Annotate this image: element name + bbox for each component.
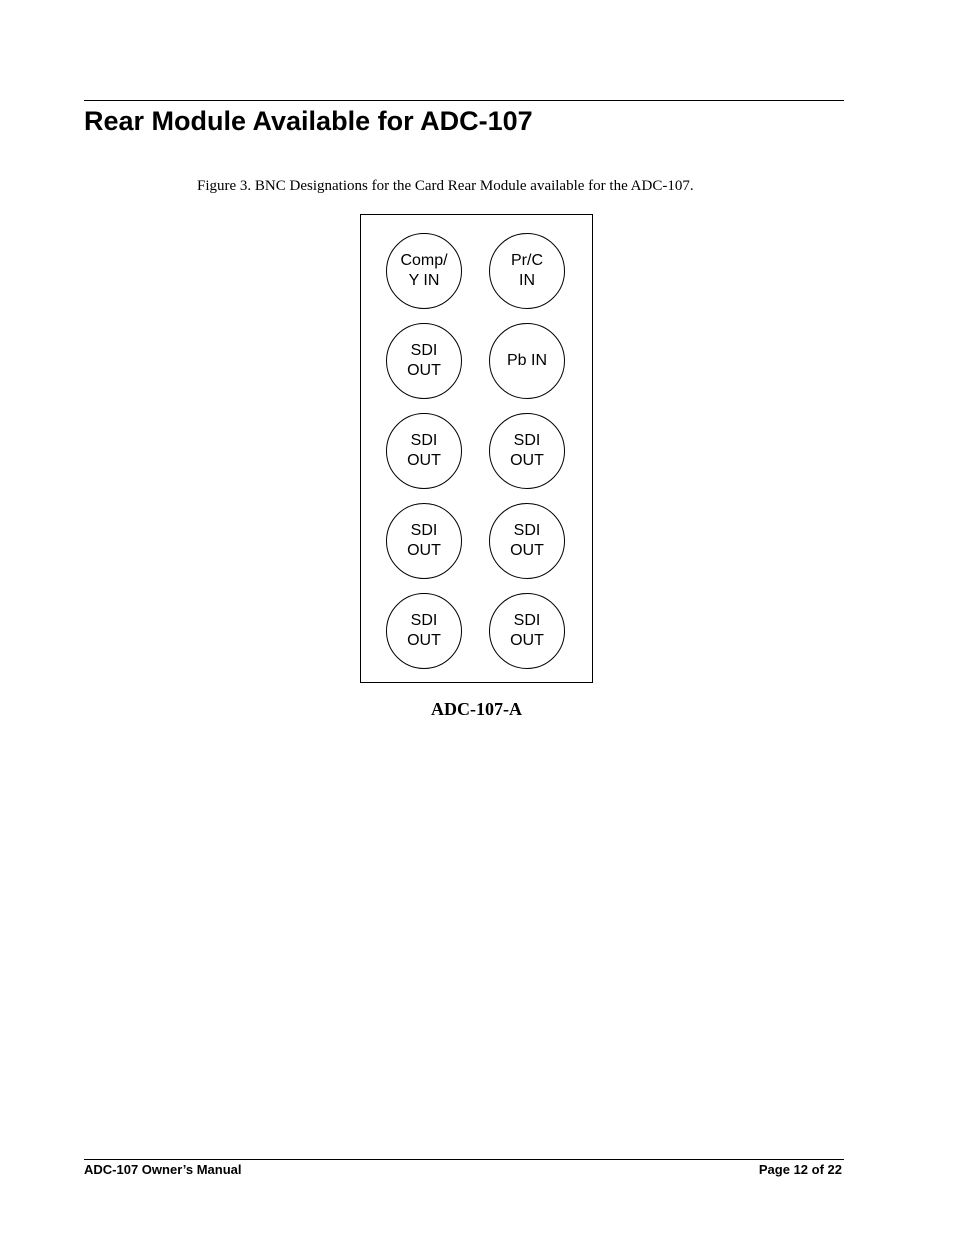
bnc-connector-sdi-out: [386, 323, 462, 399]
bnc-label: SDI OUT: [510, 522, 544, 559]
bnc-connector-comp-y-in: [386, 233, 462, 309]
footer-manual-title: ADC-107 Owner’s Manual: [84, 1162, 242, 1177]
header-rule: [84, 100, 844, 101]
bnc-label: Pr/C IN: [511, 252, 543, 289]
footer-page-number: Page 12 of 22: [758, 1162, 842, 1177]
bnc-connector-sdi-out: [386, 503, 462, 579]
bnc-label: SDI OUT: [510, 432, 544, 469]
bnc-label: SDI OUT: [407, 612, 441, 649]
rear-module-panel: [360, 214, 593, 683]
page-title: Rear Module Available for ADC-107: [84, 106, 533, 136]
bnc-connector-pb-in: [489, 323, 565, 399]
bnc-label: Comp/ Y IN: [400, 252, 448, 289]
bnc-connector-pr-c-in: [489, 233, 565, 309]
bnc-connector-sdi-out: [386, 413, 462, 489]
bnc-connector-sdi-out: [489, 593, 565, 669]
footer-rule: [84, 1159, 844, 1160]
bnc-connector-sdi-out: [386, 593, 462, 669]
bnc-label: SDI OUT: [407, 432, 441, 469]
bnc-label: SDI OUT: [407, 342, 441, 379]
bnc-label: SDI OUT: [510, 612, 544, 649]
bnc-connector-sdi-out: [489, 503, 565, 579]
bnc-connector-sdi-out: [489, 413, 565, 489]
figure-caption: Figure 3. BNC Designations for the Card Rear Module available for the ADC-107.: [197, 178, 694, 194]
module-model-label: ADC-107-A: [431, 699, 522, 719]
bnc-label: Pb IN: [506, 352, 547, 369]
bnc-label: SDI OUT: [407, 522, 441, 559]
